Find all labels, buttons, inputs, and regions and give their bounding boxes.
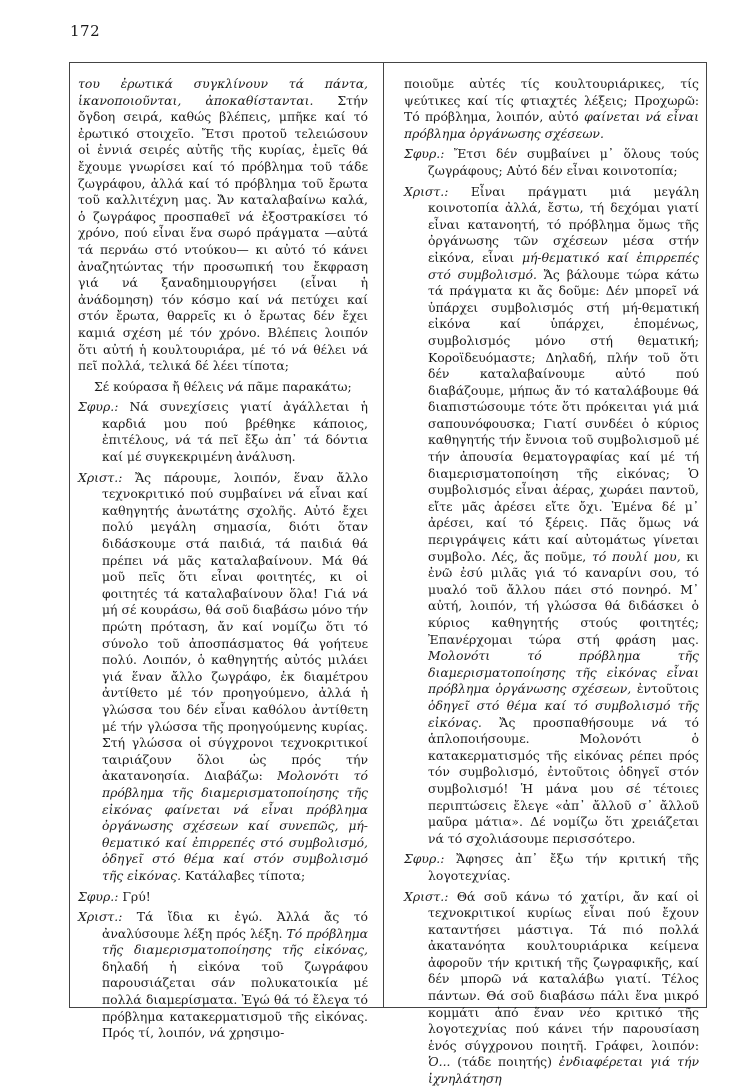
text-segment: Ἄφησες ἀπ᾽ ἔξω τήν κριτική τῆς λογοτεχνίας. — [428, 851, 699, 883]
italic-quote: φαίνεται νά εἶναι πρόβλημα ὀργάνωσης σχέσεων. — [404, 109, 699, 141]
italic-quote: τό πουλί μου, — [592, 548, 681, 564]
speaker-label: Σφυρ.: — [404, 851, 445, 867]
dialogue-paragraph — [78, 399, 368, 465]
dialogue-paragraph — [78, 889, 368, 906]
left-column — [78, 76, 368, 1041]
italic-quote: μή-θεματικό καί ἐπιρρεπές στό συμβολισμό. — [428, 249, 699, 282]
text-segment: Τά ἴδια κι ἐγώ. Ἀλλά ἄς τό ἀναλύσουμε λέξη πρός λέξη. — [102, 909, 368, 941]
text-segment: Νά συνεχίσεις γιατί ἀγάλλεται ἡ καρδιά μου πού βρέθηκε κάποιος, ἐπιτέλους, νά τά πεῖ ἔξω ἀπ᾽ τά δόντια καί μέ συγκεκριμένη ἀνάλυση. — [102, 399, 368, 465]
text-segment: Ἄς πάρουμε, λοιπόν, ἕναν ἄλλο τεχνοκριτικό πού συμβαίνει νά εἶναι καί καθηγητής ἀνωτάτης σχολῆς. Αὐτό ἔχει πολύ μεγάλη σημασία, διότι ὅταν διδάσκουμε στά παιδιά, τά παιδιά θά πρέπει νά μᾶς καταλαβαίνουν. Μά θά μοῦ πεῖς ὅτι εἶναι φοιτητές, κι οἱ φοιτητές τά καταλαβαίνουν ὅλα! Γιά νά μή σέ κουράσω, θά σοῦ διαβάσω μόνο τήν πρώτη πρόταση, ἄν καί νομίζω ὅτι τό σύνολο τοῦ ἀποσπάσματος θά γοήτευε πολύ. Λοιπόν, ὁ καθηγητής αὐτός μιλάει γιά ἕναν ἄλλο ζωγράφο, ἐκ διαμέτρου ἀντίθετο μέ τόν προηγούμενο, ἀλλά ἡ γλώσσα του δέν εἶναι καθόλου ἀντίθετη μέ τήν γλώσσα τῆς προηγούμενης κυρίας. Στή γλώσσα οἱ σύγχρονοι τεχνοκριτικοί ταιριάζουν ὅλοι ὡς πρός τήν ἀκατανοησία. Διαβάζω: — [102, 469, 368, 784]
italic-quote: του ἐρωτικά συγκλίνουν τά πάντα, ἱκανοποιοῦνται, ἀποκαθίστανται. — [78, 76, 368, 108]
text-segment: ποιοῦμε αὐτές τίς κουλτουριάρικες, τίς ψεύτικες καί τίς φτιαχτές λέξεις; Προχωρῶ: Τό πρόβλημα, λοιπόν, αὐτό — [404, 76, 699, 125]
text-segment: Στήν ὄγδοη σειρά, καθώς βλέπεις, μπῆκε καί τό ἐρωτικό στοιχεῖο. Ἔτσι προτοῦ τελειώσουν οἱ ἐννιά σειρές αὐτῆς τῆς κυρίας, ἐμεῖς θά ἔχουμε γνωρίσει καί τό πρόβλημα τοῦ τάδε ζωγράφου, ἀλλά καί τό πρόβλημα τοῦ ἔρωτα τοῦ καλλιτέχνη μας. Ἄν καταλαβαίνω καλά, ὁ ζωγράφος προσπαθεῖ νά ἐξοστρακίσει τό χρόνο, πού εἶναι ἕνα σωρό πράγματα —αὐτά τά περνάω στό ντούκου— κι αὐτό τό κάνει ἀναζητώντας τήν προσωπική του ἔκφραση γιά νά ξαναδημιουργήσει (εἶναι ἡ ἀνάδομηση) τόν κόσμο καί νά πετύχει καί στόν ἔρωτα, θαρρεῖς κι ὁ ἔρωτας δέν ἔχει καμιά σχέση μέ τόν χρόνο. Βλέπεις λοιπόν ὅτι αὐτή ἡ κουλτουριάρα, μέ τό νά θέλει νά πεῖ πολλά, τελικά δέ λέει τίποτα; — [78, 92, 368, 374]
text-segment: Κατάλαβες τίποτα; — [181, 867, 306, 883]
italic-quote: Μολονότι τό πρόβλημα τῆς διαμερισματοποίησης τῆς εἰκόνας εἶναι πρόβλημα ὀργάνωσης σχέσεων, — [428, 648, 699, 697]
dialogue-paragraph — [404, 146, 699, 179]
column-divider — [383, 62, 384, 1008]
text-paragraph — [404, 76, 699, 142]
speaker-label: Χριστ.: — [404, 888, 449, 904]
text-segment: (τάδε ποιητής) — [450, 1054, 559, 1070]
speaker-label: Σφυρ.: — [404, 146, 445, 162]
dialogue-paragraph — [404, 184, 699, 848]
dialogue-paragraph — [404, 889, 699, 1088]
text-segment: Ἔτσι δέν συμβαίνει μ᾽ ὅλους τούς ζωγράφους; Αὐτό δέν εἶναι κοινοτοπία; — [428, 146, 699, 178]
text-segment: κι ἐνῶ ἐσύ μιλᾶς γιά τό καναρίνι σου, τό μυαλό τοῦ ἄλλου πάει στό πονηρό. Μ᾽ αὐτή, λοιπόν, τή γλώσσα θά διδάσκει ὁ κύριος καθηγητής στούς φοιτητές; Ἐπανέρχομαι τώρα στή φράση μας. — [428, 548, 699, 647]
speaker-label: Σφυρ.: — [78, 399, 119, 415]
text-segment: Ἄς βάλουμε τώρα κάτω τά πράγματα κι ἄς δοῦμε: Δέν μπορεῖ νά ὑπάρχει συμβολισμός στή μή-θεματική εἰκόνα καί ὑπάρχει, ἑπομένως, συμβολισμός μόνο στή θεματική; Κοροϊδευόμαστε; Δηλαδή, πλήν τοῦ ὅτι δέν καταλαβαίνουμε αὐτό πού διαβάζουμε, μήπως ἄν τό καταλάβουμε θά διαπιστώσουμε τότε ὅτι πρόκειται γιά μιά σαπουνόφουσκα; Γιατί συνδέει ὁ κύριος καθηγητής τήν ἔννοια τοῦ συμβολισμοῦ μέ τήν ἀπουσία θεματογραφίας καί μέ τή διαμερισματοποίηση τῆς εἰκόνας; Ὁ συμβολισμός εἶναι ἀέρας, χωράει παντοῦ, εἴτε μᾶς ἀρέσει εἴτε ὄχι. Ἐμένα δέ μ᾽ ἀρέσει, καί τό ξέρεις. Πᾶς ὅμως νά περιγράψεις κάτι καί αὐτομάτως γίνεται συμβολο. Λές, ἄς ποῦμε, — [428, 266, 699, 564]
text-segment: Ἄς προσπαθήσουμε νά τό ἁπλοποιήσουμε. Μολονότι ὁ κατακερματισμός τῆς εἰκόνας ρέπει πρός τόν συμβολισμό, ἐντοῦτοις ὁδηγεῖ στόν συμβολισμό! Ἡ μάνα μου σέ τέτοιες περιπτώσεις ἔλεγε «ἀπ᾽ ἄλλοῦ σ᾽ ἄλλοῦ μαῦρα μάτια». Δέ νομίζω ὅτι χρειάζεται νά τό σχολιάσουμε περισσότερο. — [428, 714, 699, 846]
italic-quote: Ὁ... — [428, 1054, 451, 1070]
speaker-label: Χριστ.: — [78, 469, 123, 485]
dialogue-paragraph — [78, 470, 368, 885]
speaker-label: Χριστ.: — [78, 909, 123, 925]
italic-quote: ὁδηγεῖ στό θέμα καί τό συμβολισμό τῆς εἰκόνας. — [428, 697, 699, 730]
text-paragraph — [78, 76, 368, 375]
text-segment: Θά σοῦ κάνω τό χατίρι, ἄν καί οἱ τεχνοκριτικοί κυρίως εἶναι πού ἔχουν καταντήσει μάστιγα. Τά πιό πολλά ἀκατανόητα κουλτουριάρικα κείμενα ἀφοροῦν τήν κριτική τῆς ζωγραφικῆς, καί δέν μπορῶ νά καταλάβω γιατί. Τέλος πάντων. Θά σοῦ διαβάσω πάλι ἕνα μικρό κομμάτι ἀπό ἕναν νέο κριτικό τῆς λογοτεχνίας πού κάνει τήν παρουσίαση ἑνός σύγχρονου ποιητῆ. Γράφει, λοιπόν: — [428, 888, 699, 1053]
text-segment: Σέ κούρασα ἤ θέλεις νά πᾶμε παρακάτω; — [94, 378, 352, 394]
italic-quote: ἐνδιαφέρεται γιά τήν ἰχνηλάτηση — [428, 1054, 699, 1087]
dialogue-paragraph — [404, 851, 699, 884]
speaker-label: Σφυρ.: — [78, 888, 119, 904]
dialogue-paragraph — [78, 909, 368, 1042]
text-segment: Γρύ! — [122, 888, 151, 904]
italic-quote: Τό πρόβλημα τῆς διαμερισματοποίησης τῆς εἰκόνας, — [102, 925, 368, 958]
italic-quote: Μολονότι τό πρόβλημα τῆς διαμερισματοποίησης τῆς εἰκόνας φαίνεται νά εἶναι πρόβλημα ὀργάνωσης σχέσεων καί συνεπῶς, μή-θεματικό καί ἐπιρρεπές στό συμβολισμό, ὁδηγεῖ στό θέμα καί στόν συμβολισμό τῆς εἰκόνας. — [102, 768, 368, 883]
text-segment: Εἶναι πράγματι μιά μεγάλη κοινοτοπία ἀλλά, ἔστω, τή δεχόμαι γιατί εἶναι κατανοητή, τό πρόβλημα ὅμως τῆς ὀργάνωσης τῶν σχέσεων μέσα στήν εἰκόνα, εἶναι — [428, 183, 699, 265]
page-number: 172 — [70, 22, 101, 40]
text-segment: ἐντοῦτοις — [631, 681, 699, 697]
text-paragraph — [78, 379, 368, 396]
speaker-label: Χριστ.: — [404, 183, 449, 199]
text-segment: δηλαδή ἡ εἰκόνα τοῦ ζωγράφου παρουσιάζεται σάν πολυκατοικία μέ πολλά διαμερίσματα. Ἐγώ θά τό ἔλεγα τό πρόβλημα κατακερματισμοῦ τῆς εἰκόνας. Πρός τί, λοιπόν, νά χρησιμο- — [102, 958, 368, 1041]
right-column — [404, 76, 699, 1087]
